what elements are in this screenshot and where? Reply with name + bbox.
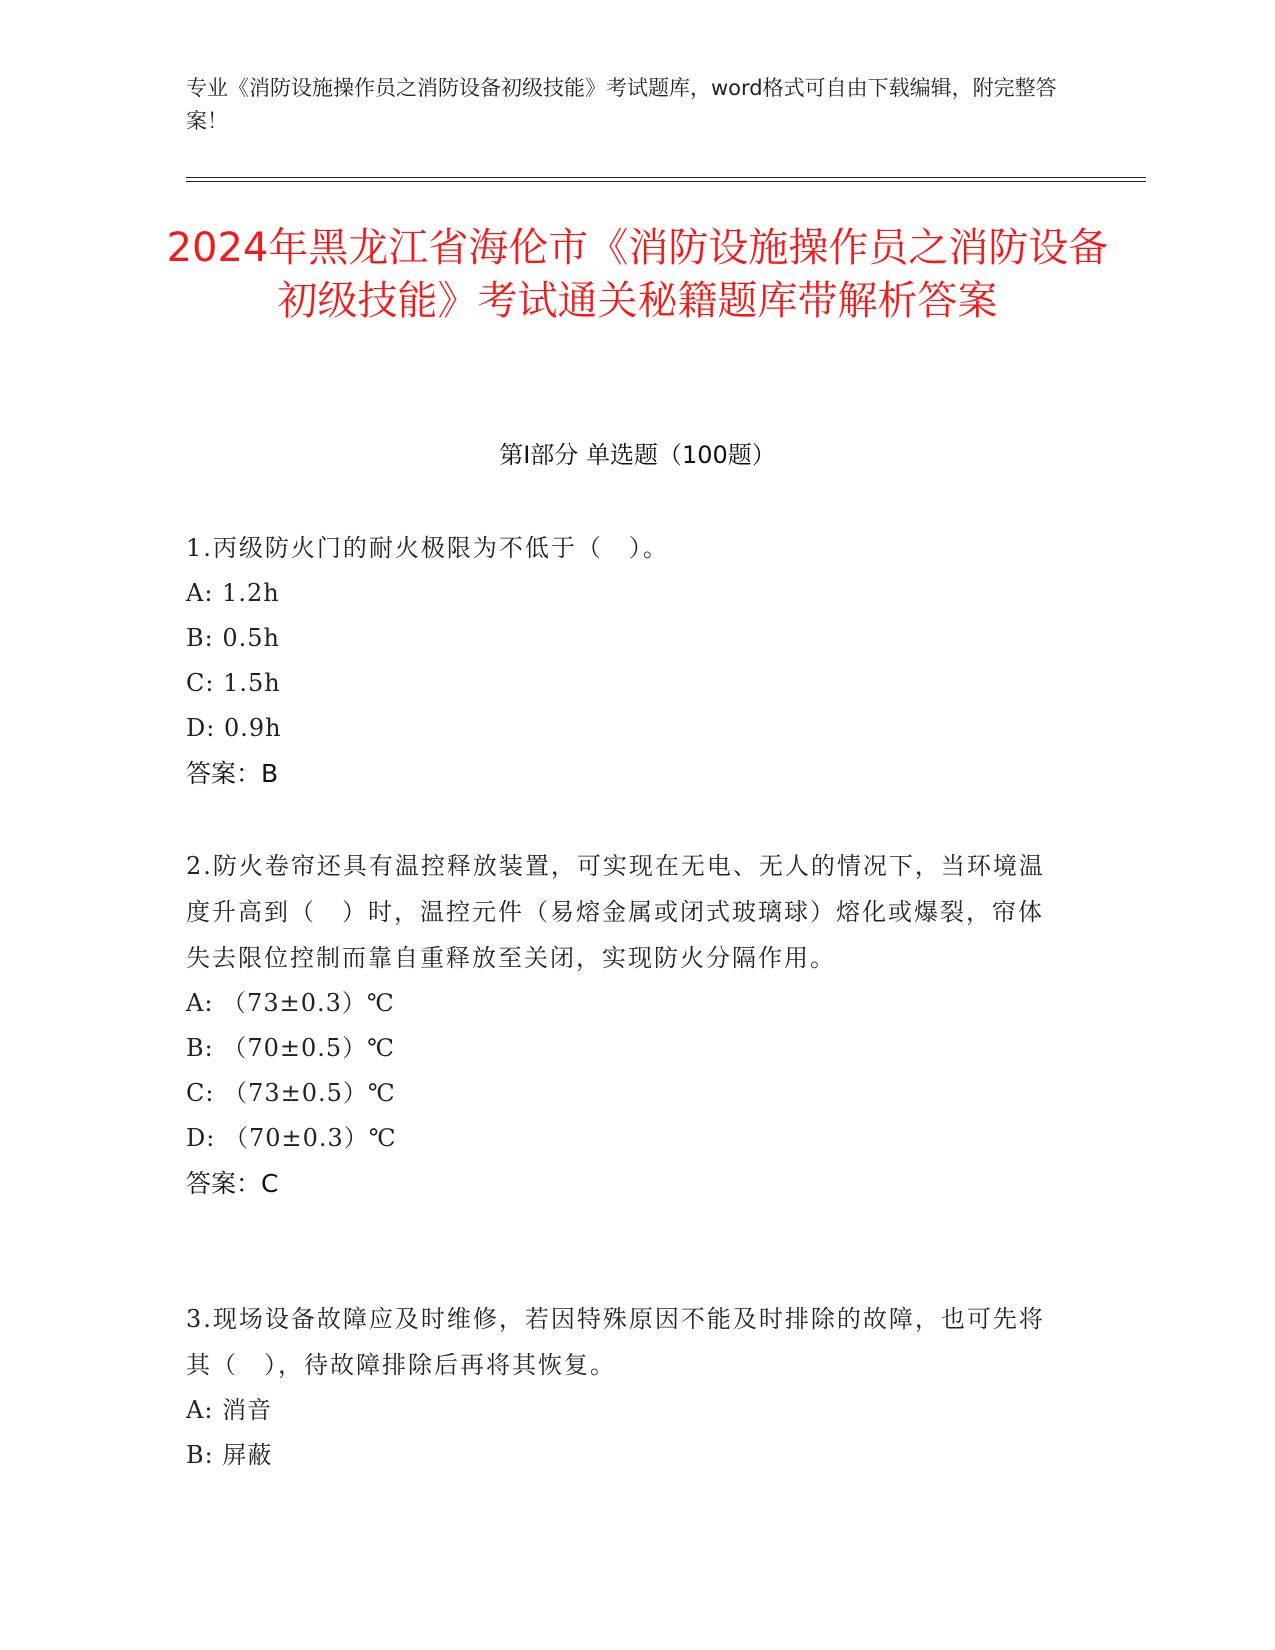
header-rule-bottom <box>186 181 1146 182</box>
answer: 答案：C <box>186 1169 279 1198</box>
option-b: B: （70±0.5）℃ <box>186 1034 396 1062</box>
option-c: C: 1.5h <box>186 669 281 697</box>
question-3 <box>186 1296 1066 1478</box>
question-text: 1.丙级防火门的耐火极限为不低于（ ）。 <box>186 534 669 562</box>
question-2 <box>186 843 1066 1207</box>
question-text: 2.防火卷帘还具有温控释放装置，可实现在无电、无人的情况下，当环境温度升高到（ ）时，温控元件（易熔金属或闭式玻璃球）熔化或爆裂，帘体失去限位控制而靠自重释放至关闭，实现防火分隔作用。 <box>186 852 1045 972</box>
option-a: A: （73±0.3）℃ <box>186 989 395 1017</box>
option-d: D: （70±0.3）℃ <box>186 1124 397 1152</box>
question-1 <box>186 525 1066 797</box>
option-d: D: 0.9h <box>186 714 282 742</box>
document-title: 2024年黑龙江省海伦市《消防设施操作员之消防设备初级技能》考试通关秘籍题库带解析答案 <box>166 225 1109 324</box>
option-b: B: 屏蔽 <box>186 1441 273 1469</box>
option-b: B: 0.5h <box>186 624 280 652</box>
header-note: 专业《消防设施操作员之消防设备初级技能》考试题库，word格式可自由下载编辑，附完整答案！ <box>186 76 1057 133</box>
answer: 答案：B <box>186 759 279 788</box>
option-a: A: 1.2h <box>186 579 280 607</box>
option-a: A: 消音 <box>186 1396 273 1424</box>
header-rule-top <box>186 177 1146 178</box>
question-text: 3.现场设备故障应及时维修，若因特殊原因不能及时排除的故障，也可先将其（ ），待故障排除后再将其恢复。 <box>186 1305 1045 1379</box>
section-title: 第I部分 单选题（100题） <box>499 441 776 469</box>
option-c: C: （73±0.5）℃ <box>186 1079 396 1107</box>
